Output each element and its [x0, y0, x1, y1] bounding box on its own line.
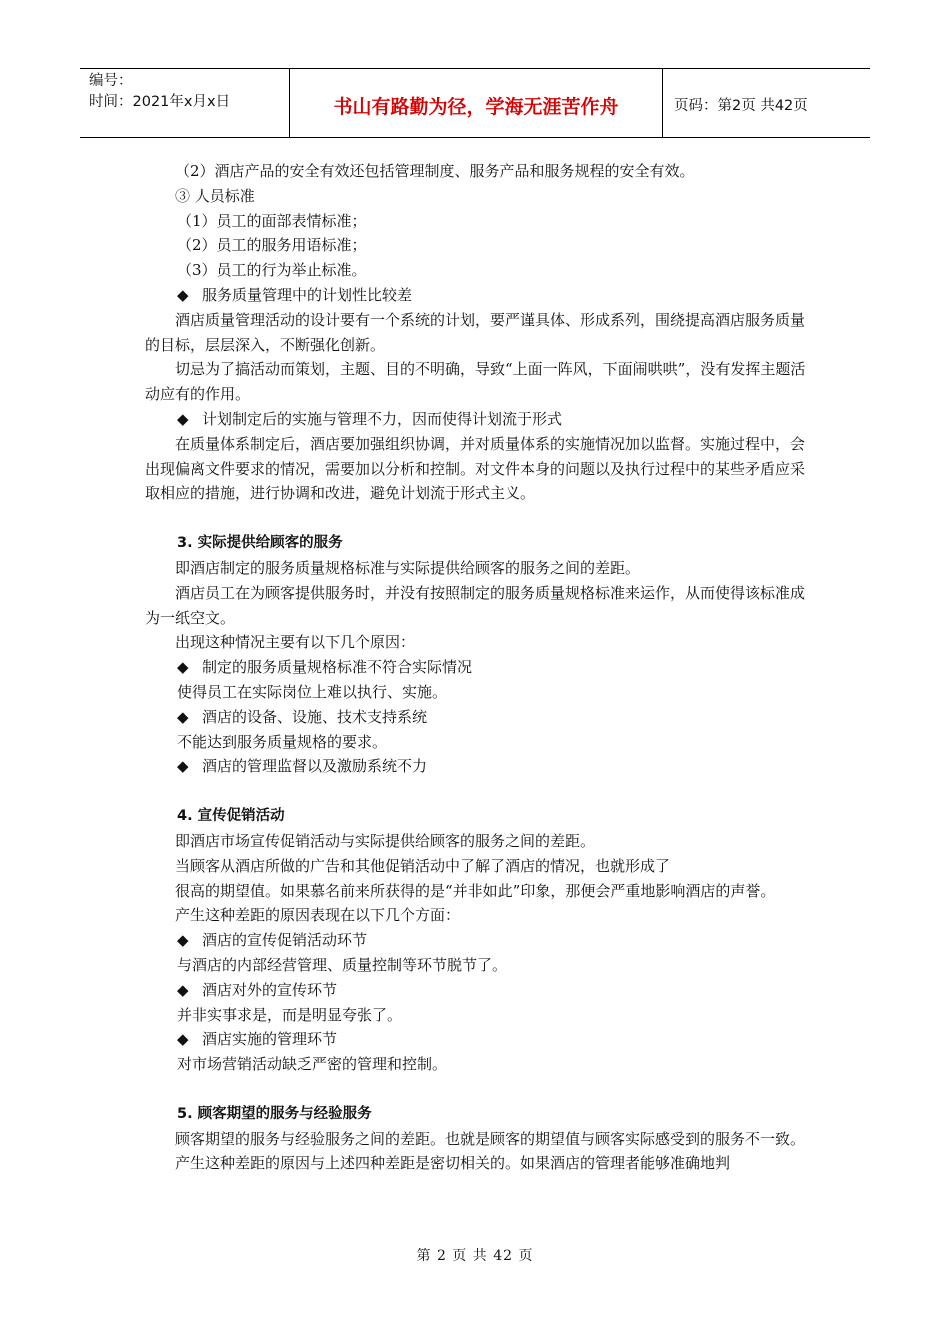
paragraph: （2）酒店产品的安全有效还包括管理制度、服务产品和服务规程的安全有效。 — [175, 162, 695, 180]
diamond-bullet-icon: ◆ — [177, 980, 189, 999]
paragraph: （1）员工的面部表情标准； — [177, 211, 367, 230]
bullet-text: 酒店实施的管理环节 — [202, 1030, 338, 1049]
page-footer: 第 2 页 共 42 页 — [416, 1248, 534, 1264]
paragraph: 酒店质量管理活动的设计要有一个系统的计划，要严谨具体、形成系列，围绕提高酒店服务质量的目标，层层深入，不断强化创新。 — [145, 310, 806, 354]
paragraph: 产生这种差距的原因与上述四种差距是密切相关的。如果酒店的管理者能够准确地判 — [175, 1154, 731, 1173]
paragraph: 酒店员工在为顾客提供服务时，并没有按照制定的服务质量规格标准来运作，从而使得该标准成为一纸空文。 — [145, 583, 806, 627]
diamond-bullet-icon: ◆ — [177, 658, 189, 677]
paragraph: （2）员工的服务用语标准； — [177, 236, 367, 255]
bullet-item — [145, 754, 807, 779]
header-page-info: 页码：第2页 共42页 — [674, 97, 808, 114]
paragraph: 即酒店市场宣传促销活动与实际提供给顾客的服务之间的差距。 — [175, 831, 596, 850]
document-date: 时间：2021年x月x日 — [89, 94, 231, 110]
paragraph: 当顾客从酒店所做的广告和其他促销活动中了解了酒店的情况，也就形成了 — [175, 856, 671, 875]
bullet-text: 酒店的设备、设施、技术支持系统 — [202, 707, 428, 726]
bullet-text: 酒店的管理监督以及激励系统不力 — [202, 757, 428, 776]
paragraph: 并非实事求是，而是明显夸张了。 — [177, 1005, 403, 1024]
bullet-item — [145, 1027, 807, 1052]
paragraph: 出现这种情况主要有以下几个原因： — [175, 633, 416, 652]
diamond-bullet-icon: ◆ — [177, 931, 189, 950]
paragraph: （3）员工的行为举止标准。 — [177, 261, 367, 280]
paragraph: 顾客期望的服务与经验服务之间的差距。也就是顾客的期望值与顾客实际感受到的服务不一致。 — [175, 1129, 806, 1148]
paragraph: 不能达到服务质量规格的要求。 — [177, 732, 388, 751]
bullet-text: 酒店的宣传促销活动环节 — [202, 931, 368, 950]
diamond-bullet-icon: ◆ — [177, 409, 189, 428]
bullet-item — [145, 407, 807, 432]
bullet-item — [145, 978, 807, 1003]
header-meta — [80, 69, 290, 137]
bullet-item — [145, 655, 807, 680]
document-number-label: 编号： — [89, 73, 133, 89]
diamond-bullet-icon: ◆ — [177, 707, 189, 726]
bullet-text: 制定的服务质量规格标准不符合实际情况 — [202, 658, 473, 677]
diamond-bullet-icon: ◆ — [177, 757, 189, 776]
diamond-bullet-icon: ◆ — [177, 1030, 189, 1049]
document-body — [145, 159, 807, 1176]
paragraph: 对市场营销活动缺乏严密的管理和控制。 — [177, 1055, 448, 1074]
bullet-item — [145, 928, 807, 953]
paragraph: 切忌为了搞活动而策划，主题、目的不明确，导致“上面一阵风，下面闹哄哄”，没有发挥主题活动应有的作用。 — [145, 360, 806, 404]
page-header — [80, 68, 870, 138]
bullet-item — [145, 283, 807, 308]
paragraph: 产生这种差距的原因表现在以下几个方面： — [175, 906, 461, 925]
header-motto: 书山有路勤为径，学海无涯苦作舟 — [290, 69, 663, 137]
bullet-text: 计划制定后的实施与管理不力，因而使得计划流于形式 — [202, 409, 563, 428]
section-heading: 5. 顾客期望的服务与经验服务 — [177, 1105, 372, 1122]
bullet-text: 酒店对外的宣传环节 — [202, 980, 338, 999]
paragraph: ③ 人员标准 — [175, 186, 255, 205]
paragraph: 在质量体系制定后，酒店要加强组织协调，并对质量体系的实施情况加以监督。实施过程中，会出现偏离文件要求的情况，需要加以分析和控制。对文件本身的问题以及执行过程中的某些矛盾应采取相应的措施，进行协调和改进，避免计划流于形式主义。 — [145, 434, 806, 503]
section-heading: 3. 实际提供给顾客的服务 — [177, 535, 343, 552]
paragraph: 很高的期望值。如果慕名前来所获得的是“并非如此”印象，那便会严重地影响酒店的声誉。 — [175, 881, 776, 900]
bullet-item — [145, 705, 807, 730]
diamond-bullet-icon: ◆ — [177, 285, 189, 304]
section-heading: 4. 宣传促销活动 — [177, 808, 285, 825]
bullet-text: 服务质量管理中的计划性比较差 — [202, 285, 413, 304]
paragraph: 即酒店制定的服务质量规格标准与实际提供给顾客的服务之间的差距。 — [175, 558, 641, 577]
paragraph: 使得员工在实际岗位上难以执行、实施。 — [177, 682, 448, 701]
paragraph: 与酒店的内部经营管理、质量控制等环节脱节了。 — [177, 955, 508, 974]
